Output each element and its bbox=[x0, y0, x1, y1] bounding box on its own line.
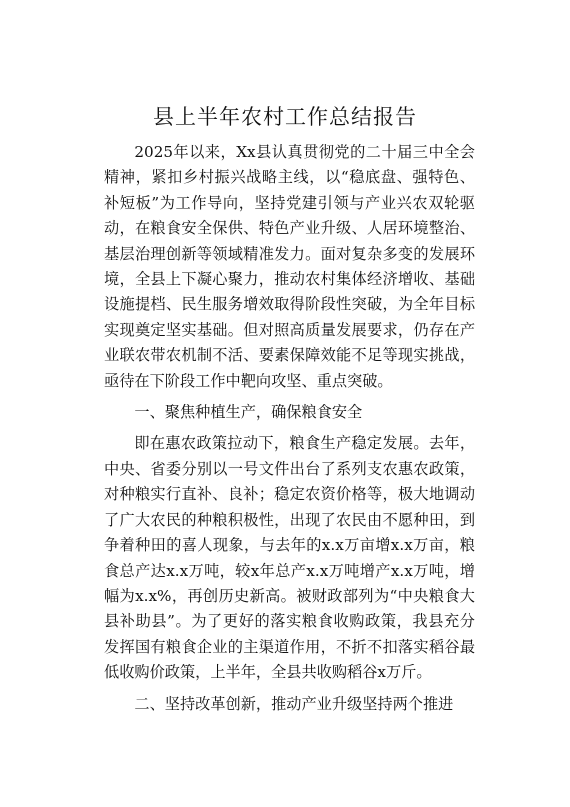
intro-paragraph: 2025年以来，Xx县认真贯彻党的二十届三中全会精神，紧扣乡村振兴战略主线，以“稳底盘、强特色、补短板”为工作导向，坚持党建引领与产业兴农双轮驱动，在粮食安全保供、特色产业升级、人居环境整治、基层治理创新等领域精准发力。面对复杂多变的发展环境，全县上下凝心聚力，推动农村集体经济增收、基础设施提档、民生服务增效取得阶段性突破，为全年目标实现奠定坚实基础。但对照高质量发展要求，仍存在产业联农带农机制不活、要素保障效能不足等现实挑战，亟待在下阶段工作中靶向攻坚、重点突破。 bbox=[104, 143, 475, 390]
section-2-heading: 二、坚持改革创新，推动产业升级坚持两个推进 bbox=[134, 694, 454, 713]
document-title: 县上半年农村工作总结报告 bbox=[153, 105, 417, 129]
section-1-paragraph: 即在惠农政策拉动下，粮食生产稳定发展。去年，中央、省委分别以一号文件出台了系列支农惠农政策，对种粮实行直补、良补；稳定农资价格等，极大地调动了广大农民的种粮积极性，出现了农民由不愿种田，到争着种田的喜人现象，与去年的x.x万亩增x.x万亩，粮食总产达x.x万吨，较x年总产x.x万吨增产x.x万吨，增幅为x.x%，再创历史新高。被财政部列为“中央粮食大县补助县”。为了更好的落实粮食收购政策，我县充分发挥国有粮食企业的主渠道作用，不折不扣落实稻谷最低收购价政策，上半年，全县共收购稻谷x万斤。 bbox=[104, 434, 475, 682]
section-1-heading: 一、聚焦种植生产，确保粮食安全 bbox=[134, 403, 363, 422]
document-body bbox=[104, 140, 475, 717]
